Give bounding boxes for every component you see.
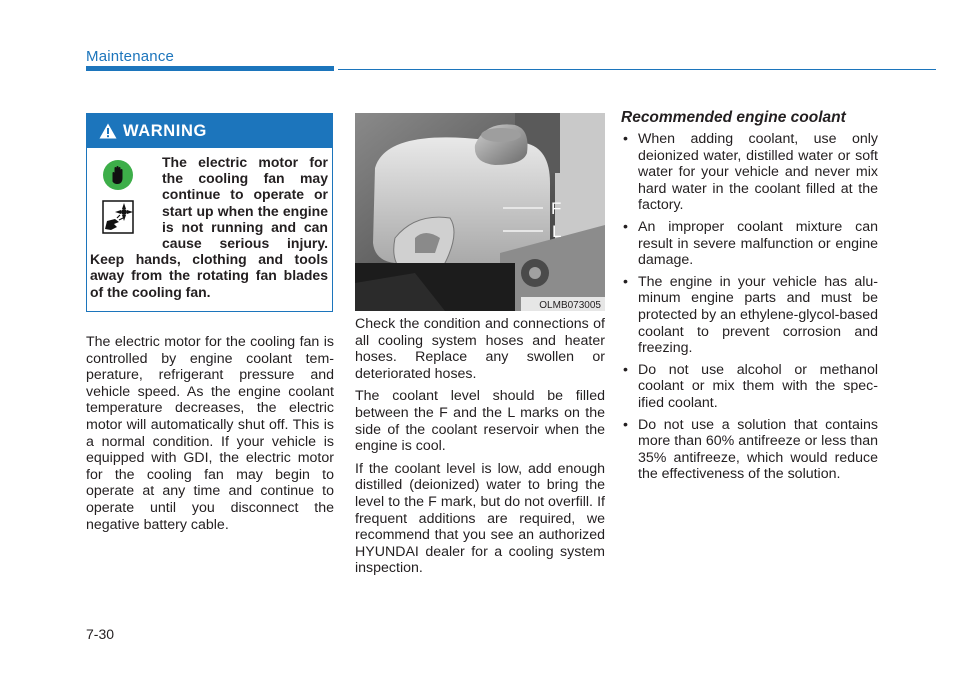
coolant-bullet-list	[621, 131, 878, 488]
list-item: • The engine in your vehicle has alu-minum engine parts and must be protected by an ethylene-glycol-based coolant to prevent corrosion and freezing.	[621, 274, 878, 357]
recommended-coolant-heading: Recommended engine coolant	[621, 109, 846, 126]
list-item: • Do not use a solution that contains more than 60% antifreeze or less than 35% antifreeze, which would reduce the effectiveness of the solution.	[621, 417, 878, 483]
header-rule-thin	[338, 69, 936, 71]
photo-mark-f: F	[551, 199, 562, 218]
low-level-paragraph: If the coolant level is low, add enough distilled (deionized) water to bring the level to the F mark, but do not overfill. If frequent additions are required, we recommend that you see an authorized HYUNDAI dealer for a cooling system inspection.	[355, 460, 605, 577]
photo-mark-l: L	[552, 222, 562, 241]
warning-label: WARNING	[123, 121, 207, 140]
page-number: 7-30	[86, 626, 115, 642]
hose-check-paragraph: Check the condition and connections of all cooling system hoses and heater hoses. Replace any swollen or deteriorated hoses.	[355, 316, 605, 382]
warning-header	[87, 114, 332, 148]
fill-level-paragraph: The coolant level should be filled between the F and the L marks on the side of the coolant reservoir when the engine is cool.	[355, 388, 605, 455]
warning-text: The electric motor for the cooling fan may continue to operate or start up when the engine is not running and can cause serious injury. Keep hands, clothing and tools away from the rotating fan blades of the cooling fan.	[90, 154, 328, 300]
header-rule-thick	[86, 66, 334, 71]
warning-triangle-icon	[99, 123, 117, 139]
section-title: Maintenance	[86, 48, 175, 65]
list-item: • Do not use alcohol or methanol coolant or mix them with the spec-ified coolant.	[621, 362, 878, 412]
cooling-fan-paragraph: The electric motor for the cooling fan is controlled by engine coolant tem-perature, refrigerant pressure and vehicle speed. As the engine coolant temperature decreases, the electric motor will automatically shut off. This is a normal condition. If your vehicle is equipped with GDI, the electric motor for the cooling fan may begin to operate at any time and continue to operate until you disconnect the negative battery cable.	[86, 334, 334, 533]
list-item: • An improper coolant mixture can result in severe malfunction or engine damage.	[621, 219, 878, 269]
list-item: • When adding coolant, use only deionized water, distilled water or soft water for your vehicle and never mix hard water in the coolant filled at the factory.	[621, 131, 878, 214]
warning-box	[86, 113, 333, 312]
coolant-level-text	[355, 316, 605, 583]
coolant-reservoir-photo	[355, 113, 605, 311]
figure-code: OLMB073005	[539, 300, 601, 311]
warning-text-block	[90, 154, 328, 300]
